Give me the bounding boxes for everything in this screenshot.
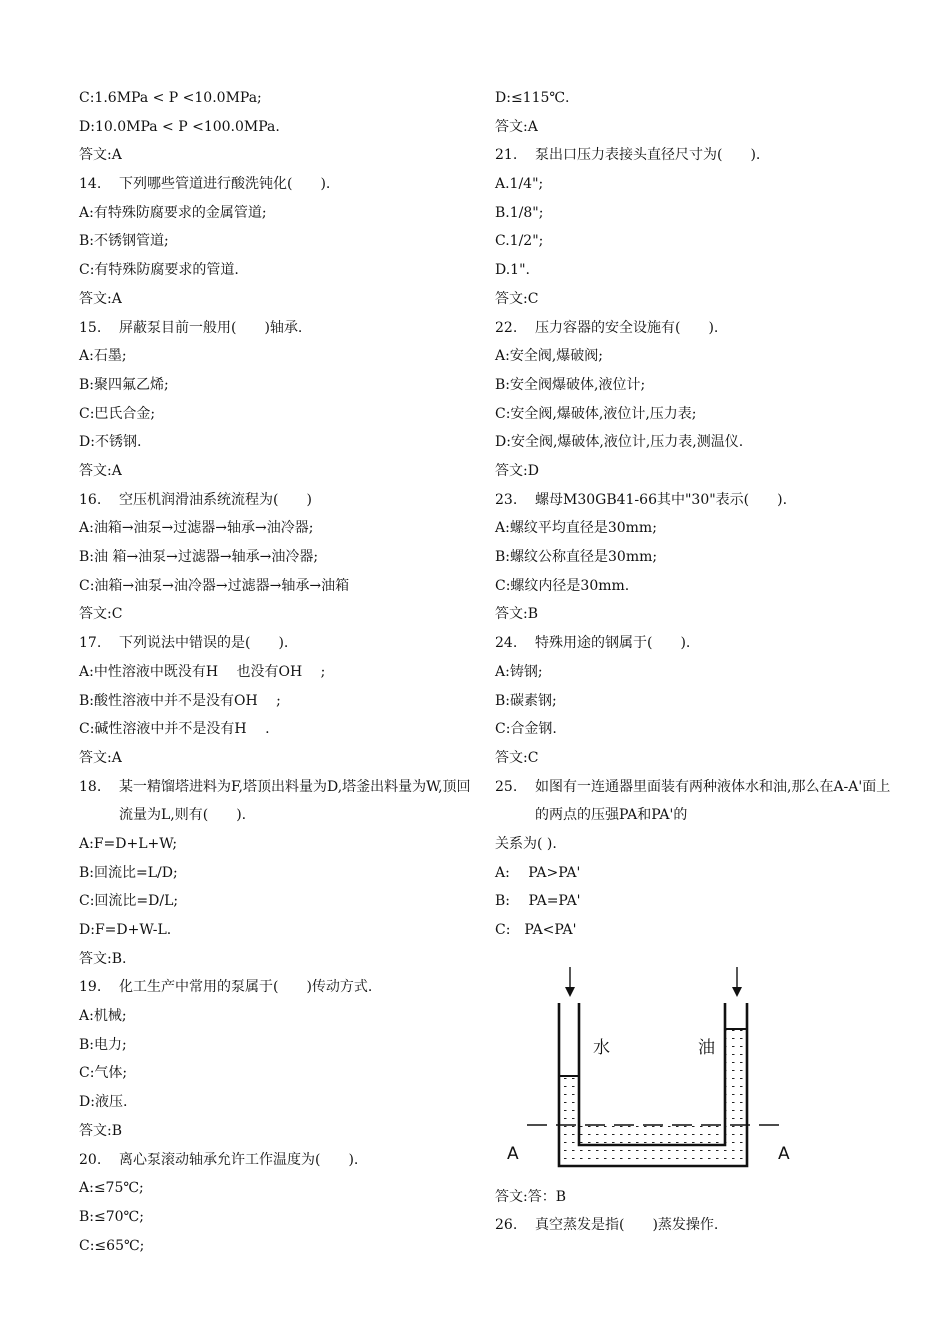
q24-text: 特殊用途的钢属于( ). — [535, 635, 691, 652]
q19-answer: 答文:B — [79, 1122, 123, 1139]
q23-number: 23. — [495, 491, 518, 508]
q15-answer: 答文:A — [79, 462, 122, 479]
q19-option-a: A:机械; — [79, 1008, 127, 1025]
q14-text: 下列哪些管道进行酸洗钝化( ). — [119, 176, 331, 193]
q18-option-a: A:F=D+L+W; — [79, 835, 178, 852]
q21-option-b: B.1/8"; — [495, 204, 544, 221]
q18-text: 某一精馏塔进料为F,塔顶出料量为D,塔釜出料量为W,顶回流量为L,则有( ). — [119, 778, 471, 824]
q22-option-b: B:安全阀爆破体,液位计; — [495, 376, 646, 393]
q19-option-b: B:电力; — [79, 1036, 127, 1053]
q20-text: 离心泵滚动轴承允许工作温度为( ). — [119, 1151, 359, 1168]
q14-option-c: C:有特殊防腐要求的管道. — [79, 262, 239, 279]
q21-answer: 答文:C — [495, 290, 539, 307]
point-a-label: A — [507, 1143, 519, 1164]
q21-option-d: D.1". — [495, 262, 530, 279]
q19-option-c: C:气体; — [79, 1065, 128, 1082]
q21-number: 21. — [495, 147, 518, 164]
q13-answer: 答文:A — [79, 147, 122, 164]
q22-answer: 答文:D — [495, 462, 539, 479]
q21-option-c: C.1/2"; — [495, 233, 544, 250]
q15-option-d: D:不锈钢. — [79, 434, 142, 451]
q24-option-b: B:碳素钢; — [495, 692, 557, 709]
q20-option-c: C:≤65℃; — [79, 1237, 145, 1254]
q20-option-a: A:≤75℃; — [79, 1180, 144, 1197]
oil-column — [725, 1029, 747, 1166]
q15-option-b: B:聚四氟乙烯; — [79, 376, 169, 393]
q14-number: 14. — [79, 176, 102, 193]
q16-question — [79, 486, 474, 515]
q13-option-d: D:10.0MPa < P <100.0MPa. — [79, 118, 280, 135]
q15-question — [79, 314, 474, 343]
q20-answer: 答文:A — [495, 118, 538, 135]
q25-option-c: C: PA<PA' — [495, 922, 577, 939]
q18-option-d: D:F=D+W-L. — [79, 922, 172, 939]
q18-number: 18. — [79, 778, 102, 795]
q22-option-d: D:安全阀,爆破体,液位计,压力表,测温仪. — [495, 434, 744, 451]
q18-question — [79, 773, 474, 830]
q16-text: 空压机润滑油系统流程为( ) — [119, 491, 312, 508]
q22-text: 压力容器的安全设施有( ). — [535, 319, 719, 336]
q24-answer: 答文:C — [495, 749, 539, 766]
q19-text: 化工生产中常用的泵属于( )传动方式. — [119, 979, 373, 996]
down-arrow-icon — [732, 967, 742, 997]
q17-option-b: B:酸性溶液中并不是没有OH ; — [79, 692, 281, 709]
q25-option-b: B: PA=PA' — [495, 893, 581, 910]
q21-text: 泵出口压力表接头直径尺寸为( ). — [535, 147, 761, 164]
q18-answer: 答文:B. — [79, 950, 127, 967]
q25-answer: 答文:答：B — [495, 1188, 567, 1205]
q15-option-a: A:石墨; — [79, 348, 127, 365]
q14-answer: 答文:A — [79, 290, 122, 307]
q16-number: 16. — [79, 491, 102, 508]
q23-text: 螺母M30GB41-66其中"30"表示( ). — [535, 491, 788, 508]
q19-number: 19. — [79, 979, 102, 996]
left-column — [79, 84, 474, 1260]
connected-vessel-figure — [497, 963, 797, 1183]
q23-option-b: B:螺纹公称直径是30mm; — [495, 549, 658, 566]
connected-vessel-diagram — [497, 963, 797, 1183]
q20-number: 20. — [79, 1151, 102, 1168]
q20-option-d: D:≤115℃. — [495, 90, 570, 106]
q25-text: 如图有一连通器里面装有两种液体水和油,那么在A-A'面上的两点的压强PA和PA'的 — [535, 778, 891, 824]
q22-number: 22. — [495, 319, 518, 336]
point-a-prime-label: A — [778, 1143, 790, 1164]
q26-text: 真空蒸发是指( )蒸发操作. — [535, 1217, 719, 1234]
q25-question — [495, 773, 895, 830]
q25-option-a: A: PA>PA' — [495, 864, 581, 881]
q23-answer: 答文:B — [495, 606, 539, 623]
q26-number: 26. — [495, 1217, 518, 1234]
q25-number: 25. — [495, 778, 518, 795]
q15-option-c: C:巴氏合金; — [79, 405, 156, 422]
q22-option-a: A:安全阀,爆破阀; — [495, 348, 603, 365]
q17-option-c: C:碱性溶液中并不是没有H . — [79, 721, 270, 738]
q21-option-a: A.1/4"; — [495, 176, 544, 193]
q24-option-c: C:合金钢. — [495, 721, 557, 738]
q14-option-a: A:有特殊防腐要求的金属管道; — [79, 204, 267, 221]
q17-option-a: A:中性溶液中既没有H 也没有OH ; — [79, 663, 326, 680]
q19-option-d: D:液压. — [79, 1094, 128, 1111]
q20-option-b: B:≤70℃; — [79, 1208, 144, 1225]
q22-question — [495, 314, 895, 343]
q17-text: 下列说法中错误的是( ). — [119, 635, 289, 652]
q24-question — [495, 629, 895, 658]
q25-text-continued: 关系为( ). — [495, 835, 557, 852]
q16-answer: 答文:C — [79, 606, 123, 623]
q17-number: 17. — [79, 635, 102, 652]
q15-number: 15. — [79, 319, 102, 336]
q14-question — [79, 170, 474, 199]
q20-question — [79, 1146, 474, 1175]
q18-option-c: C:回流比=D/L; — [79, 893, 179, 910]
q23-option-c: C:螺纹内径是30mm. — [495, 577, 630, 594]
q17-question — [79, 629, 474, 658]
q26-question — [495, 1211, 895, 1240]
q13-option-c: C:1.6MPa < P <10.0MPa; — [79, 90, 262, 106]
q16-option-a: A:油箱→油泵→过滤器→轴承→油冷器; — [79, 520, 314, 537]
q14-option-b: B:不锈钢管道; — [79, 233, 169, 250]
q24-number: 24. — [495, 635, 518, 652]
q16-option-b: B:油 箱→油泵→过滤器→轴承→油冷器; — [79, 549, 319, 566]
q19-question — [79, 973, 474, 1002]
q21-question — [495, 141, 895, 170]
q15-text: 屏蔽泵目前一般用( )轴承. — [119, 319, 303, 336]
q24-option-a: A:铸钢; — [495, 663, 543, 680]
oil-label: 油 — [698, 1037, 715, 1058]
q17-answer: 答文:A — [79, 749, 122, 766]
q22-option-c: C:安全阀,爆破体,液位计,压力表; — [495, 405, 697, 422]
right-column — [495, 84, 895, 1240]
q16-option-c: C:油箱→油泵→油冷器→过滤器→轴承→油箱 — [79, 577, 350, 594]
down-arrow-icon — [565, 967, 575, 997]
q23-question — [495, 486, 895, 515]
q23-option-a: A:螺纹平均直径是30mm; — [495, 520, 657, 537]
water-label: 水 — [593, 1037, 610, 1058]
q18-option-b: B:回流比=L/D; — [79, 864, 178, 881]
